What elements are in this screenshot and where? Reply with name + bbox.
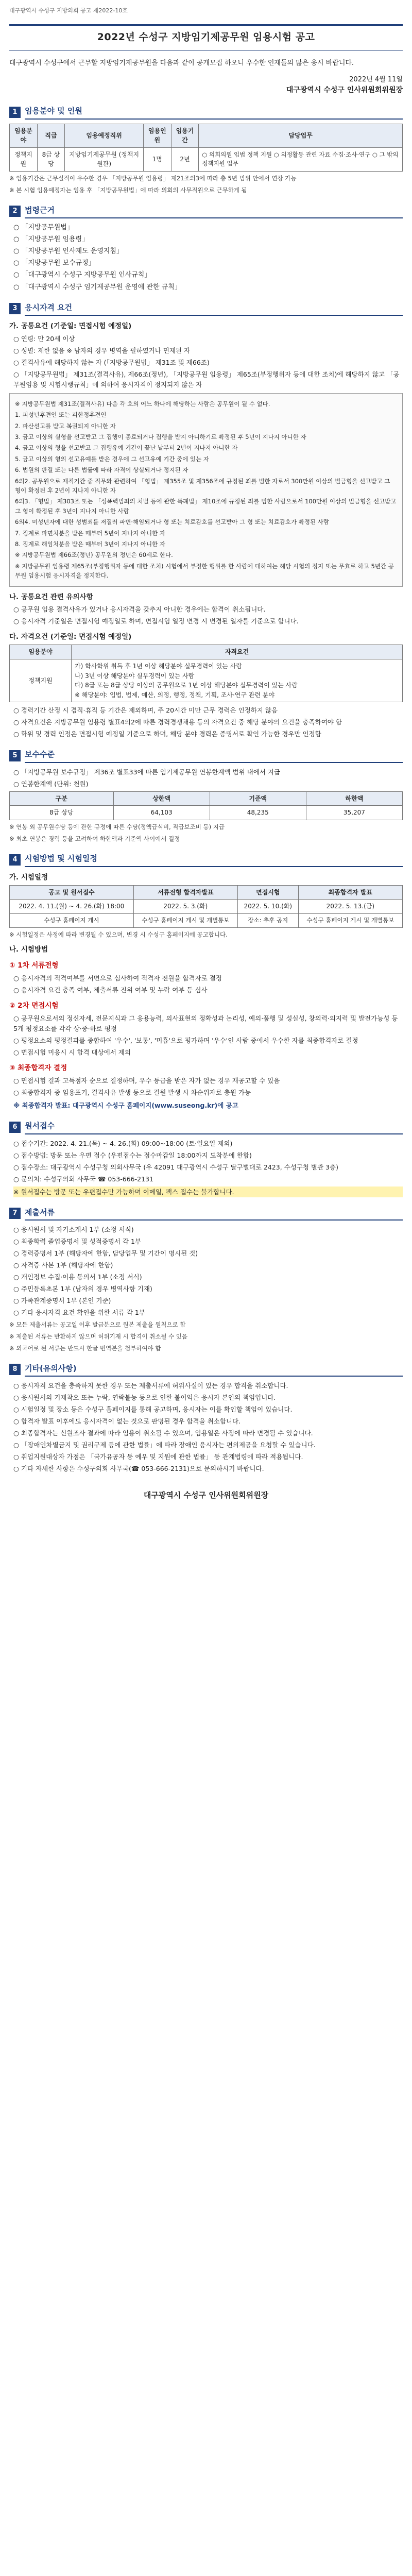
document-note: ※ 외국어로 된 서류는 반드시 한글 번역본을 첨부하여야 함 — [9, 1344, 161, 1352]
schedule-table — [9, 885, 403, 928]
list-item: ○ 접수방법: 방문 또는 우편 접수 (우편접수는 접수마감일 18:00까지 도착분에 한함) — [13, 1151, 252, 1159]
list-item: ○ 가족관계증명서 1부 (본인 기준) — [13, 1297, 111, 1305]
section-title: 기타(유의사항) — [25, 1363, 403, 1377]
list-item: ○ 최종합격자 중 임용포기, 결격사유 발생 등으로 결원 발생 시 차순위자로 충원 가능 — [13, 1089, 251, 1097]
table-header: 상한액 — [113, 791, 210, 806]
subsection-title: 나. 시험방법 — [9, 945, 48, 954]
section-number: 6 — [9, 1122, 21, 1133]
list-item: ○ 기타 응시자격 요건 확인을 위한 서류 각 1부 — [13, 1309, 145, 1317]
list-item: ○ 개인정보 수집·이용 동의서 1부 (소정 서식) — [13, 1273, 142, 1281]
list-item: ○ 공무원으로서의 정신자세, 전문지식과 그 응용능력, 의사표현의 정확성과 논리성, 예의·품행 및 성실성, 창의력·의지력 및 발전가능성 등 5개 평정요소를 각각 상·중·하로 평정 — [13, 1014, 398, 1033]
table-cell: 2022. 5. 13.(금) — [298, 900, 402, 914]
table-cell: 48,235 — [210, 806, 306, 820]
salary-table — [9, 791, 403, 820]
box-line: ※ 지방공무원법 제66조(정년) 공무원의 정년은 60세로 한다. — [15, 551, 173, 559]
list-item: ○ 최종학력 졸업증명서 및 성적증명서 각 1부 — [13, 1238, 141, 1246]
subsection-title: 나. 공통요건 관련 유의사항 — [9, 592, 93, 601]
list-item: ○ 「지방공무원 임용령」 — [13, 235, 89, 244]
common-requirements-list — [13, 334, 403, 390]
section-title: 시험방법 및 시험일정 — [25, 853, 403, 867]
list-item: ○ 학위 및 경력 인정은 면접시험 예정일 기준으로 하며, 해당 분야 경력은 증명서로 확인 가능한 경우만 인정함 — [13, 730, 321, 738]
table-header: 임용예정직위 — [65, 124, 144, 147]
table-note: ※ 연봉 외 공무원수당 등에 관한 규정에 따른 수당(정액급식비, 직급보조비 등) 지급 — [9, 823, 225, 831]
recruitment-table — [9, 124, 403, 172]
table-row — [10, 913, 403, 927]
subsection-title: 다. 자격요건 (기준일: 면접시험 예정일) — [9, 633, 132, 641]
table-header: 자격요건 — [72, 645, 403, 659]
list-item: ○ 문의처: 수성구의회 사무국 ☎ 053-666-2131 — [13, 1175, 153, 1183]
box-line: 6의4. 미성년자에 대한 성범죄를 저질러 파면·해임되거나 형 또는 치료감호를 선고받아 그 형 또는 치료감호가 확정된 사람 — [15, 518, 330, 526]
list-item: ○ 응시자격 요건 충족 여부, 제출서류 진위 여부 및 누락 여부 등 심사 — [13, 986, 208, 994]
box-line: 5. 금고 이상의 형의 선고유예를 받은 경우에 그 선고유예 기간 중에 있는 자 — [15, 455, 209, 463]
table-cell: 수성구 홈페이지 게시 및 개별통보 — [298, 913, 402, 927]
intro-text: 대구광역시 수성구에서 근무할 지방임기제공무원을 다음과 같이 공개모집 하오니 우수한 인재들의 많은 응시 바랍니다. — [9, 59, 354, 67]
table-cell: 8급 상당 — [37, 147, 65, 171]
table-header: 직급 — [37, 124, 65, 147]
box-line: 1. 피성년후견인 또는 피한정후견인 — [15, 411, 107, 419]
list-item: ○ 면접시험 미응시 시 합격 대상에서 제외 — [13, 1048, 131, 1057]
box-line: ※ 지방공무원 임용령 제65조(부정행위자 등에 대한 조치) 시험에서 부정한 행위를 한 사람에 대하여는 해당 시험의 정지 또는 무효로 하고 5년간 공무원 임용시험 응시자격을 정지한다. — [15, 562, 394, 580]
list-item: ○ 연령: 만 20세 이상 — [13, 334, 75, 343]
table-header: 기준액 — [210, 791, 306, 806]
table-note: ※ 임용기간은 근무실적이 우수한 경우 「지방공무원 임용령」 제21조의3에 따라 총 5년 범위 안에서 연장 가능 — [9, 175, 297, 182]
section-number: 1 — [9, 107, 21, 118]
table-header: 담당업무 — [199, 124, 403, 147]
list-item: ○ 성별: 제한 없음 ※ 남자의 경우 병역을 필하였거나 면제된 자 — [13, 346, 191, 354]
list-item: ○ 주민등록초본 1부 (남자의 경우 병역사항 기재) — [13, 1285, 152, 1293]
table-cell: 2022. 5. 10.(화) — [238, 900, 299, 914]
section-title: 보수수준 — [25, 749, 403, 762]
section-number: 5 — [9, 750, 21, 761]
list-item: ○ 취업지원대상자 가점은 「국가유공자 등 예우 및 지원에 관한 법률」 등 관계법령에 따라 적용됩니다. — [13, 1452, 303, 1461]
table-cell: 2년 — [171, 147, 199, 171]
list-item: ○ 자격요건은 지방공무원 임용령 별표4의2에 따른 경력경쟁채용 등의 자격요건 중 해당 분야의 요건을 충족하여야 함 — [13, 718, 342, 726]
table-cell: 수성구 홈페이지 게시 — [10, 913, 134, 927]
list-item: ○ 「지방공무원 보수규정」 — [13, 259, 95, 267]
disqualification-box — [9, 393, 403, 587]
step-title: ③ 최종합격자 결정 — [9, 1064, 67, 1073]
section-number: 2 — [9, 206, 21, 217]
table-header: 임용인원 — [143, 124, 171, 147]
box-line: 2. 파산선고를 받고 복권되지 아니한 자 — [15, 422, 116, 430]
table-header: 임용분야 — [10, 645, 72, 659]
box-line: 6의3. 「형법」 제303조 또는 「성폭력범죄의 처벌 등에 관한 특례법」 제10조에 규정된 죄를 범한 사람으로서 100만원 이상의 벌금형을 선고받고 그 형이 확정된 후 3년이 지나지 아니한 사람 — [15, 498, 397, 515]
list-item: ○ 「지방공무원 보수규정」 제36조 별표33에 따른 임기제공무원 연봉한계액 범위 내에서 지급 — [13, 768, 281, 776]
section-notes — [9, 1363, 403, 1474]
application-list — [13, 1139, 403, 1184]
announcement-org: 대구광역시 수성구 인사위원회위원장 — [286, 86, 403, 94]
notes-list — [13, 1381, 403, 1474]
table-row — [10, 147, 403, 171]
list-item: ○ 자격증 사본 1부 (해당자에 한함) — [13, 1261, 113, 1269]
list-item: ○ 「대구광역시 수성구 지방공무원 인사규칙」 — [13, 271, 151, 279]
section-number: 3 — [9, 303, 21, 314]
subsection-title: 가. 공통요건 (기준일: 면접시험 예정일) — [9, 322, 132, 330]
table-cell: 장소: 추후 공지 — [238, 913, 299, 927]
table-header: 임용분야 — [10, 124, 38, 147]
table-header: 공고 및 원서접수 — [10, 885, 134, 900]
list-item: ○ 「지방공무원법」 — [13, 223, 74, 231]
table-header: 구분 — [10, 791, 114, 806]
table-cell: 8급 상당 — [10, 806, 114, 820]
qualification-notes-list — [13, 705, 403, 739]
table-row — [10, 659, 403, 702]
table-cell: 1명 — [143, 147, 171, 171]
table-header: 서류전형 합격자발표 — [133, 885, 237, 900]
list-item: ○ 접수기간: 2022. 4. 21.(목) ~ 4. 26.(화) 09:00~18:00 (토·일요일 제외) — [13, 1139, 233, 1147]
schedule-note: ※ 시험일정은 사정에 따라 변경될 수 있으며, 변경 시 수성구 홈페이지에 공고합니다. — [9, 930, 228, 938]
section-number: 8 — [9, 1364, 21, 1375]
list-item: ○ 응시자격 기준일은 면접시험 예정일로 하며, 면접시험 일정 변경 시 변경된 일자를 기준으로 합니다. — [13, 617, 299, 625]
page-title: 2022년 수성구 지방임기제공무원 임용시험 공고 — [9, 24, 403, 50]
list-item: ○ 경력증명서 1부 (해당자에 한함, 담당업무 및 기간이 명시된 것) — [13, 1249, 198, 1258]
section-application — [9, 1120, 403, 1197]
list-item: ○ 「지방공무원 인사제도 운영지침」 — [13, 247, 123, 256]
table-row — [10, 806, 403, 820]
box-line: ※ 지방공무원법 제31조(결격사유) 다음 각 호의 어느 하나에 해당하는 사람은 공무원이 될 수 없다. — [15, 400, 270, 408]
table-cell: 가) 학사학위 취득 후 1년 이상 해당분야 실무경력이 있는 사람 나) 3년 이상 해당분야 실무경력이 있는 사람 다) 8급 또는 8급 상당 이상의 공무원으로 1년 이상 해당분야 실무경력이 있는 사람 ※ 해당분야: 입법, 법제, 예산, 의정, 행정, 정책, 기획, 조사·연구 관련 분야 — [72, 659, 403, 702]
box-line: 8. 징계로 해임처분을 받은 때부터 3년이 지나지 아니한 자 — [15, 540, 165, 548]
table-cell: 2022. 5. 3.(화) — [133, 900, 237, 914]
list-item: ○ 시험일정 및 장소 등은 수성구 홈페이지를 통해 공고하며, 응시자는 이를 확인할 책임이 있습니다. — [13, 1405, 293, 1413]
section-laws — [9, 205, 403, 293]
list-item: ○ 「대구광역시 수성구 임기제공무원 운영에 관한 규칙」 — [13, 283, 181, 291]
application-warning: ※ 원서접수는 방문 또는 우편접수만 가능하며 이메일, 팩스 접수는 불가합니다. — [13, 1187, 403, 1197]
document-note: ※ 모든 제출서류는 공고일 이후 발급분으로 원본 제출을 원칙으로 함 — [9, 1321, 186, 1329]
list-item: ○ 「지방공무원법」 제31조(결격사유), 제66조(정년), 「지방공무원 임용령」 제65조(부정행위자 등에 대한 조치)에 해당하지 않고 「공무원임용 및 시험시행규칙」에 의하여 응시자격이 정지되지 않은 자 — [13, 370, 400, 388]
section-salary — [9, 749, 403, 843]
list-item: ○ 접수장소: 대구광역시 수성구청 의회사무국 (우 42091 대구광역시 수성구 달구벌대로 2423, 수성구청 별관 3층) — [13, 1163, 338, 1171]
step-title: ① 1차 서류전형 — [9, 961, 59, 970]
table-cell: 수성구 홈페이지 게시 및 개별통보 — [133, 913, 237, 927]
list-item: ○ 결격사유에 해당하지 않는 자 (「지방공무원법」 제31조 및 제66조) — [13, 358, 210, 366]
list-item: ○ 합격자 발표 이후에도 응시자격이 없는 것으로 판명된 경우 합격을 취소합니다. — [13, 1417, 241, 1425]
step-list — [13, 1013, 403, 1058]
table-cell: 정책지원 — [10, 659, 72, 702]
step-list — [13, 973, 403, 995]
list-item: ○ 공무원 임용 결격사유가 있거나 응시자격을 갖추지 아니한 경우에는 합격이 취소됩니다. — [13, 605, 266, 614]
table-cell: 64,103 — [113, 806, 210, 820]
section-title: 임용분야 및 인원 — [25, 105, 403, 119]
table-cell: ○ 의회의원 입법 정책 지원 ○ 의정활동 관련 자료 수집·조사·연구 ○ 그 밖의 정책지원 업무 — [199, 147, 403, 171]
section-number: 4 — [9, 854, 21, 866]
list-item: ○ 응시자격 요건을 충족하지 못한 경우 또는 제출서류에 허위사실이 있는 경우 합격을 취소합니다. — [13, 1381, 288, 1389]
law-list — [13, 223, 403, 293]
list-item: ○ 「장애인차별금지 및 권리구제 등에 관한 법률」에 따라 장애인 응시자는 편의제공을 요청할 수 있습니다. — [13, 1440, 316, 1449]
table-cell: 2022. 4. 11.(월) ~ 4. 26.(화) 18:00 — [10, 900, 134, 914]
announcement-date: 2022년 4월 11일 — [349, 75, 403, 83]
final-announcement-note: ※ 최종합격자 발표: 대구광역시 수성구 홈페이지(www.suseong.kr)에 공고 — [13, 1101, 238, 1110]
list-item: ○ 면접시험 결과 고득점자 순으로 결정하며, 우수 등급을 받은 자가 없는 경우 재공고할 수 있음 — [13, 1077, 280, 1085]
list-item: ○ 응시원서의 기재착오 또는 누락, 연락불능 등으로 인한 불이익은 응시자 본인의 책임입니다. — [13, 1393, 276, 1401]
qualification-table — [9, 645, 403, 702]
table-header: 면접시험 — [238, 885, 299, 900]
table-row — [10, 900, 403, 914]
box-line: 7. 징계로 파면처분을 받은 때부터 5년이 지나지 아니한 자 — [15, 529, 165, 537]
section-title: 응시자격 요건 — [25, 302, 403, 316]
list-item: ○ 응시자격의 적격여부를 서면으로 심사하여 적격자 전원을 합격자로 결정 — [13, 974, 222, 982]
requirement-notes-list — [13, 604, 403, 626]
table-cell: 정책지원 — [10, 147, 38, 171]
section-exam — [9, 853, 403, 1111]
table-cell: 지방임기제공무원 (정책지원관) — [65, 147, 144, 171]
box-line: 3. 금고 이상의 실형을 선고받고 그 집행이 종료되거나 집행을 받지 아니하기로 확정된 후 5년이 지나지 아니한 자 — [15, 433, 306, 441]
table-header: 하한액 — [306, 791, 402, 806]
list-item: ○ 최종합격자는 신원조사 결과에 따라 임용이 취소될 수 있으며, 임용일은 사정에 따라 변경될 수 있습니다. — [13, 1429, 313, 1437]
list-item: ○ 연봉한계액 (단위: 천원) — [13, 779, 89, 788]
list-item: ○ 경력기간 산정 시 겸직·휴직 등 기간은 제외하며, 주 20시간 미만 근무 경력은 인정하지 않음 — [13, 706, 278, 715]
subsection-title: 가. 시험일정 — [9, 873, 48, 882]
step-title: ② 2차 면접시험 — [9, 1002, 59, 1010]
section-number: 7 — [9, 1208, 21, 1219]
table-cell: 35,207 — [306, 806, 402, 820]
section-qualifications — [9, 302, 403, 740]
document-list — [13, 1225, 403, 1318]
table-header: 최종합격자 발표 — [298, 885, 402, 900]
step-list — [13, 1076, 403, 1098]
salary-list — [13, 767, 403, 789]
section-title: 원서접수 — [25, 1120, 403, 1134]
header-note: 대구광역시 수성구 지방의회 공고 제2022-10호 — [9, 7, 128, 14]
signature: 대구광역시 수성구 인사위원회위원장 — [143, 1490, 269, 1500]
section-title: 제출서류 — [25, 1207, 403, 1221]
list-item: ○ 응시원서 및 자기소개서 1부 (소정 서식) — [13, 1226, 134, 1234]
section-title: 법령근거 — [25, 205, 403, 218]
section-recruitment — [9, 105, 403, 195]
table-header: 임용기간 — [171, 124, 199, 147]
table-note: ※ 본 시험 임용예정자는 임용 후 「지방공무원법」에 따라 의회의 사무직원으로 근무하게 됨 — [9, 186, 247, 194]
table-note: ※ 최초 연봉은 경력 등을 고려하여 하한액과 기준액 사이에서 결정 — [9, 835, 180, 842]
section-documents — [9, 1207, 403, 1353]
box-line: 6. 법원의 판결 또는 다른 법률에 따라 자격이 상실되거나 정지된 자 — [15, 466, 188, 474]
list-item: ○ 기타 자세한 사항은 수성구의회 사무국(☎ 053-666-2131)으로 문의하시기 바랍니다. — [13, 1464, 264, 1472]
box-line: 6의2. 공무원으로 재직기간 중 직무와 관련하여 「형법」 제355조 및 제356조에 규정된 죄를 범한 자로서 300만원 이상의 벌금형을 선고받고 그 형이 확정된 후 2년이 지나지 아니한 자 — [15, 477, 390, 495]
box-line: 4. 금고 이상의 형을 선고받고 그 집행유예 기간이 끝난 날부터 2년이 지나지 아니한 자 — [15, 444, 238, 452]
document-note: ※ 제출된 서류는 반환하지 않으며 허위기재 시 합격이 취소될 수 있음 — [9, 1332, 188, 1340]
list-item: ○ 평정요소의 평정결과를 종합하여 '우수', '보통', '미흡'으로 평가하며 '우수'인 사람 중에서 우수한 자를 최종합격자로 결정 — [13, 1037, 358, 1045]
